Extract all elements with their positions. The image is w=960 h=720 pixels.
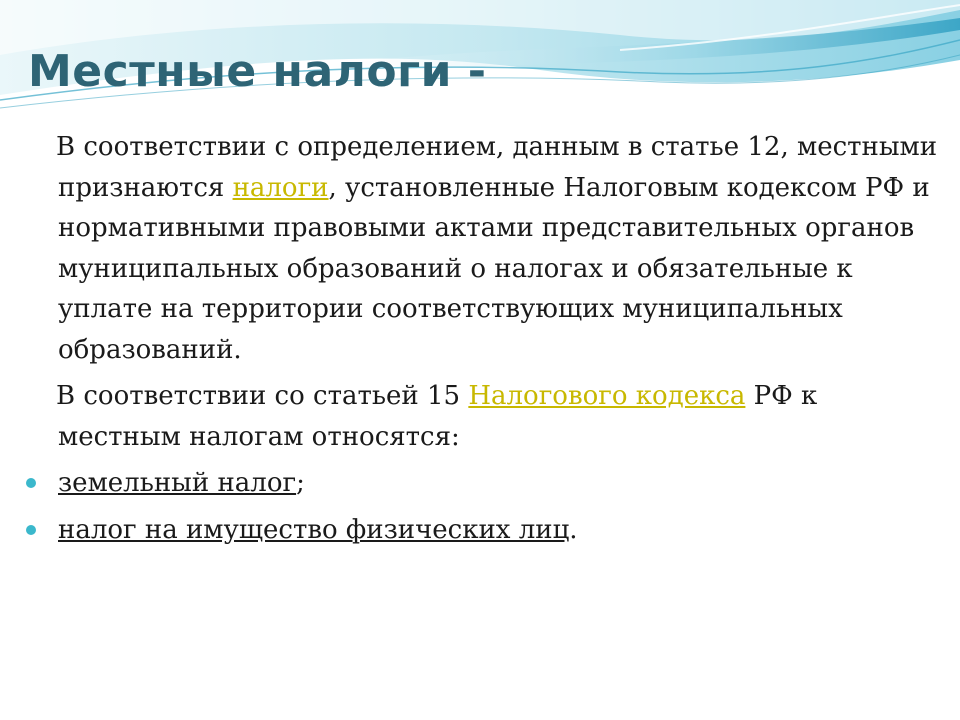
paragraph-text: , установленные Налоговым кодексом РФ и нормативными правовыми актами представительных органов муниципальных образований о налогах и обязательные к уплате на территории соответствующих муниципальных образований. xyxy=(58,172,930,365)
paragraph-definition xyxy=(58,127,938,370)
list-item-suffix: . xyxy=(569,514,578,545)
slide-title: Местные налоги - xyxy=(28,46,487,97)
bullet-icon xyxy=(26,525,36,535)
local-taxes-list xyxy=(58,463,938,550)
list-item xyxy=(58,510,938,551)
link-taxes[interactable]: налоги xyxy=(232,172,329,203)
link-property-tax[interactable]: налог на имущество физических лиц xyxy=(58,514,570,545)
paragraph-text: В соответствии со статьей 15 xyxy=(56,381,469,411)
paragraph-text: В соответствии с определением, данным в статье 12, местными признаются xyxy=(56,132,938,203)
paragraph-article-15 xyxy=(58,376,938,457)
paragraph-text: РФ к местным налогам относятся: xyxy=(58,381,818,452)
slide-body xyxy=(58,127,938,556)
link-land-tax[interactable]: земельный налог xyxy=(58,468,297,498)
link-tax-code[interactable]: Налогового кодекса xyxy=(468,381,746,411)
bullet-icon xyxy=(26,478,36,488)
list-item-suffix: ; xyxy=(296,468,305,498)
list-item xyxy=(58,463,938,504)
